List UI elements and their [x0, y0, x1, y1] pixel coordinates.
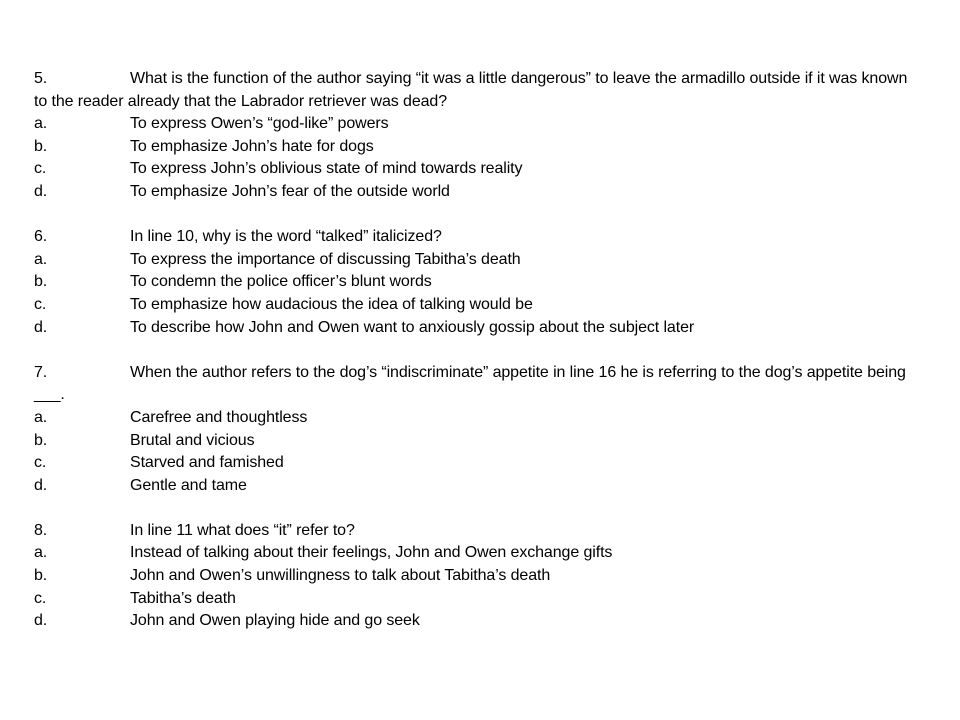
answer-option [34, 136, 914, 159]
option-text: To express the importance of discussing Tabitha’s death [130, 250, 521, 268]
answer-option [34, 475, 914, 498]
question-stem [34, 226, 914, 249]
option-text: To emphasize John’s fear of the outside world [130, 182, 450, 200]
option-text: Instead of talking about their feelings, John and Owen exchange gifts [130, 544, 613, 562]
option-letter: b. [34, 431, 48, 449]
option-text: To describe how John and Owen want to anxiously gossip about the subject later [130, 318, 695, 336]
answer-option [34, 565, 914, 588]
option-text: Carefree and thoughtless [130, 408, 308, 426]
option-letter: d. [34, 612, 48, 630]
question-block [34, 362, 914, 498]
question-text: What is the function of the author saying “it was a little dangerous” to leave the armadillo outside if it was known to the reader already that the Labrador retriever was dead? [34, 70, 908, 110]
option-letter: c. [34, 295, 47, 313]
option-letter: b. [34, 137, 48, 155]
answer-option [34, 158, 914, 181]
answer-option [34, 588, 914, 611]
question-stem [34, 520, 914, 543]
question-number: 6. [34, 228, 48, 246]
option-text: John and Owen’s unwillingness to talk about Tabitha’s death [130, 567, 551, 585]
question-text: In line 10, why is the word “talked” italicized? [130, 228, 442, 246]
option-letter: a. [34, 115, 48, 133]
question-block [34, 226, 914, 339]
option-text: Gentle and tame [130, 476, 247, 494]
option-letter: d. [34, 476, 48, 494]
option-text: Tabitha’s death [130, 589, 236, 607]
option-letter: b. [34, 273, 48, 291]
option-text: To condemn the police officer’s blunt words [130, 273, 432, 291]
option-letter: d. [34, 182, 48, 200]
option-letter: a. [34, 250, 48, 268]
question-text: When the author refers to the dog’s “indiscriminate” appetite in line 16 he is referring to the dog’s appetite being ___. [34, 363, 906, 404]
question-block [34, 520, 914, 633]
option-text: Starved and famished [130, 454, 284, 472]
option-text: John and Owen playing hide and go seek [130, 612, 420, 630]
question-number: 5. [34, 70, 48, 87]
option-text: To express John’s oblivious state of mind towards reality [130, 160, 523, 178]
option-letter: a. [34, 408, 48, 426]
question-number: 8. [34, 521, 48, 539]
answer-option [34, 430, 914, 453]
answer-option [34, 452, 914, 475]
answer-option [34, 271, 914, 294]
answer-option [34, 113, 914, 136]
question-text: In line 11 what does “it” refer to? [130, 521, 355, 539]
option-letter: b. [34, 567, 48, 585]
option-text: Brutal and vicious [130, 431, 255, 449]
question-stem [34, 362, 914, 407]
answer-option [34, 294, 914, 317]
answer-option [34, 249, 914, 272]
option-text: To emphasize how audacious the idea of talking would be [130, 295, 533, 313]
option-letter: c. [34, 160, 47, 178]
option-text: To express Owen’s “god-like” powers [130, 115, 389, 133]
option-text: To emphasize John’s hate for dogs [130, 137, 374, 155]
answer-option [34, 610, 914, 633]
answer-option [34, 181, 914, 204]
answer-option [34, 407, 914, 430]
question-number: 7. [34, 363, 48, 381]
answer-option [34, 542, 914, 565]
option-letter: c. [34, 589, 47, 607]
answer-option [34, 317, 914, 340]
quiz-content [34, 68, 914, 655]
option-letter: d. [34, 318, 48, 336]
option-letter: a. [34, 544, 48, 562]
question-stem [34, 68, 914, 113]
option-letter: c. [34, 454, 47, 472]
question-block [34, 68, 914, 204]
